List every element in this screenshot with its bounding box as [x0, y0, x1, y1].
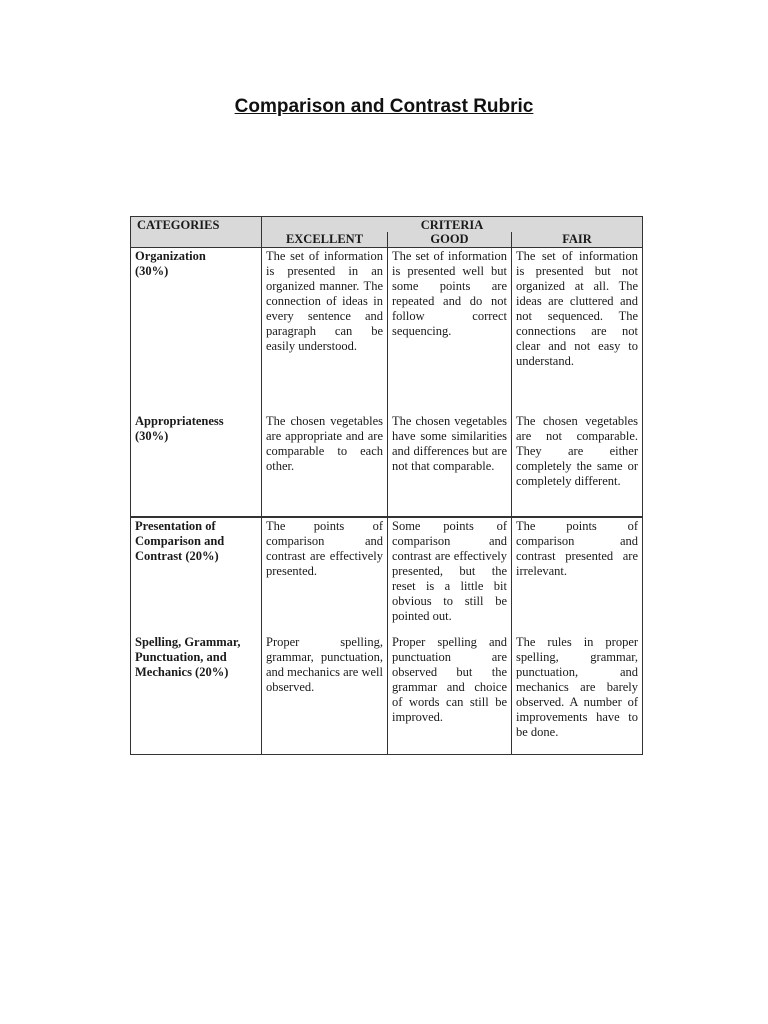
- header-categories: CATEGORIES: [131, 217, 262, 248]
- criteria-good: The set of information is presented well but some points are repeated and do not follow correct sequencing.: [388, 248, 512, 414]
- header-level-good: GOOD: [388, 232, 512, 248]
- rubric-row-organization: [131, 248, 643, 414]
- criteria-excellent: The chosen vegetables are appropriate and are comparable to each other.: [262, 413, 388, 517]
- page-title: Comparison and Contrast Rubric: [234, 96, 534, 117]
- criteria-fair: The set of information is presented but not organized at all. The ideas are cluttered and not sequenced. The connections are not clear and not easy to understand.: [512, 248, 643, 414]
- rubric-row-spelling: [131, 634, 643, 755]
- category-cell: Presentation of Comparison and Contrast (20%): [131, 517, 262, 634]
- header-criteria: CRITERIA: [262, 217, 643, 233]
- criteria-fair: The points of comparison and contrast presented are irrelevant.: [512, 517, 643, 634]
- criteria-excellent: The set of information is presented in an organized manner. The connection of ideas in every sentence and paragraph can be easily understood.: [262, 248, 388, 414]
- category-weight: (30%): [135, 264, 169, 278]
- category-weight: (30%): [135, 429, 169, 443]
- criteria-excellent: Proper spelling, grammar, punctuation, and mechanics are well observed.: [262, 634, 388, 755]
- criteria-good: Some points of comparison and contrast are effectively presented, but the reset is a little bit obvious to still be pointed out.: [388, 517, 512, 634]
- category-cell: Spelling, Grammar, Punctuation, and Mechanics (20%): [131, 634, 262, 755]
- criteria-fair: The chosen vegetables are not comparable. They are either completely the same or completely different.: [512, 413, 643, 517]
- category-label: Organization: [135, 249, 206, 263]
- rubric-table-container: [130, 216, 642, 755]
- category-label: Appropriateness: [135, 414, 224, 428]
- rubric-row-presentation: [131, 517, 643, 634]
- criteria-good: Proper spelling and punctuation are observed but the grammar and choice of words can still be improved.: [388, 634, 512, 755]
- rubric-row-appropriateness: [131, 413, 643, 517]
- category-cell: [131, 413, 262, 517]
- header-level-excellent: EXCELLENT: [262, 232, 388, 248]
- criteria-good: The chosen vegetables have some similarities and differences but are not that comparable.: [388, 413, 512, 517]
- criteria-excellent: The points of comparison and contrast are effectively presented.: [262, 517, 388, 634]
- criteria-fair: The rules in proper spelling, grammar, punctuation, and mechanics are barely observed. A number of improvements have to be done.: [512, 634, 643, 755]
- rubric-table: [130, 216, 643, 755]
- category-cell: [131, 248, 262, 414]
- header-level-fair: FAIR: [512, 232, 643, 248]
- header-row-criteria: [131, 217, 643, 233]
